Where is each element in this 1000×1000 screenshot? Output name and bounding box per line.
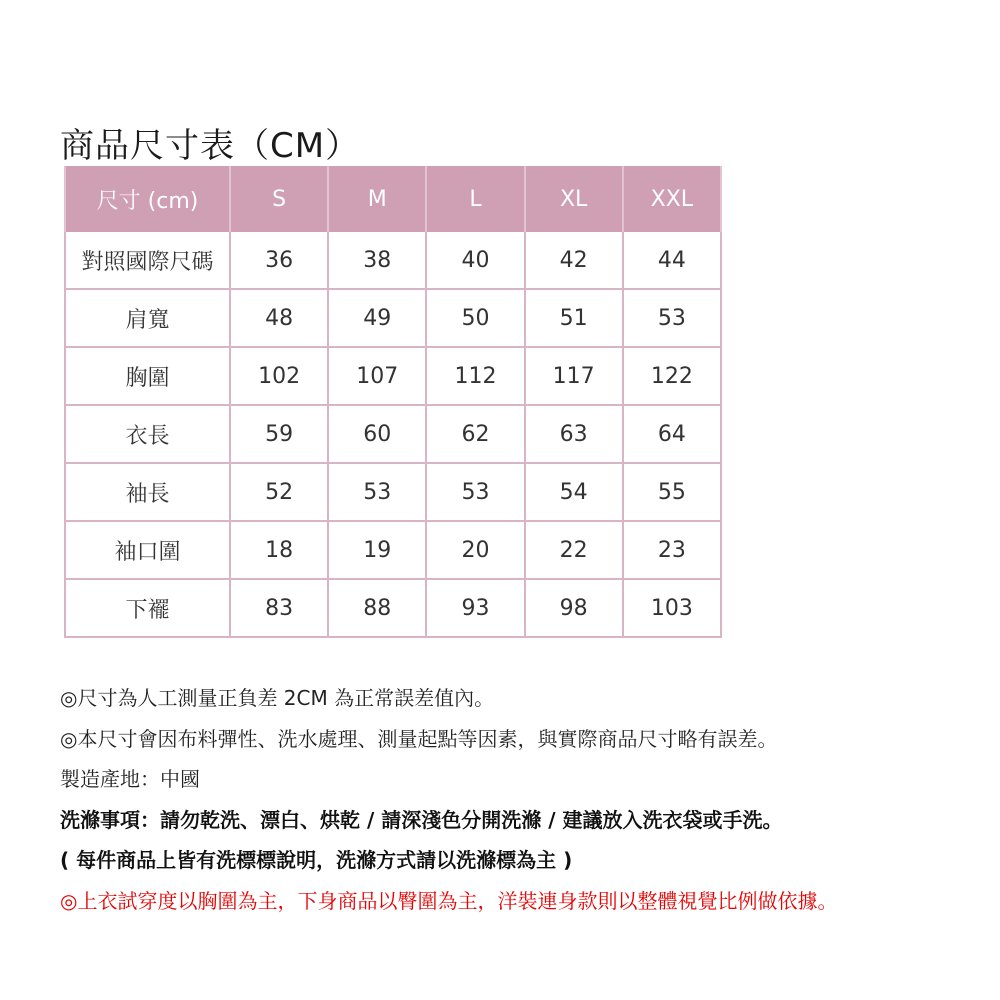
table-row bbox=[65, 521, 721, 579]
table-cell: 23 bbox=[623, 521, 721, 579]
table-cell: 59 bbox=[230, 405, 328, 463]
table-cell: 36 bbox=[230, 232, 328, 289]
table-cell: 53 bbox=[328, 463, 426, 521]
table-cell: 53 bbox=[623, 289, 721, 347]
table-cell: 62 bbox=[426, 405, 524, 463]
note-wash-label: ( 每件商品上皆有洗標標說明，洗滌方式請以洗滌標為主 ) bbox=[60, 848, 573, 872]
header-cell-xl: XL bbox=[525, 166, 623, 232]
table-cell: 52 bbox=[230, 463, 328, 521]
row-label: 衣長 bbox=[65, 405, 230, 463]
table-cell: 102 bbox=[230, 347, 328, 405]
table-header-row bbox=[65, 166, 721, 232]
table-row bbox=[65, 405, 721, 463]
header-cell-size-unit: 尺寸 (cm) bbox=[65, 166, 230, 232]
table-cell: 54 bbox=[525, 463, 623, 521]
table-cell: 40 bbox=[426, 232, 524, 289]
note-origin: 製造產地：中國 bbox=[60, 767, 200, 791]
table-cell: 63 bbox=[525, 405, 623, 463]
header-cell-xxl: XXL bbox=[623, 166, 721, 232]
table-cell: 103 bbox=[623, 579, 721, 637]
page-title: 商品尺寸表（CM） bbox=[60, 126, 361, 166]
table-row bbox=[65, 232, 721, 289]
table-cell: 49 bbox=[328, 289, 426, 347]
row-label: 下襬 bbox=[65, 579, 230, 637]
table-cell: 107 bbox=[328, 347, 426, 405]
table-cell: 42 bbox=[525, 232, 623, 289]
note-measurement-tolerance: ◎尺寸為人工測量正負差 2CM 為正常誤差值內。 bbox=[60, 686, 495, 710]
table-cell: 83 bbox=[230, 579, 328, 637]
row-label: 袖口圍 bbox=[65, 521, 230, 579]
note-fitting-guide: ◎上衣試穿度以胸圍為主，下身商品以臀圍為主，洋裝連身款則以整體視覺比例做依據。 bbox=[60, 888, 838, 913]
table-cell: 122 bbox=[623, 347, 721, 405]
note-size-variance: ◎本尺寸會因布料彈性、洗水處理、測量起點等因素，與實際商品尺寸略有誤差。 bbox=[60, 726, 778, 751]
table-cell: 64 bbox=[623, 405, 721, 463]
table-row bbox=[65, 347, 721, 405]
header-cell-s: S bbox=[230, 166, 328, 232]
table-cell: 22 bbox=[525, 521, 623, 579]
notes-section bbox=[60, 678, 980, 921]
table-row bbox=[65, 463, 721, 521]
note-washing-instructions: 洗滌事項：請勿乾洗、漂白、烘乾 / 請深淺色分開洗滌 / 建議放入洗衣袋或手洗。 bbox=[60, 807, 783, 832]
row-label: 肩寬 bbox=[65, 289, 230, 347]
table-cell: 44 bbox=[623, 232, 721, 289]
table-row bbox=[65, 289, 721, 347]
row-label: 袖長 bbox=[65, 463, 230, 521]
table-cell: 50 bbox=[426, 289, 524, 347]
table-cell: 48 bbox=[230, 289, 328, 347]
table-cell: 88 bbox=[328, 579, 426, 637]
table-cell: 98 bbox=[525, 579, 623, 637]
header-cell-m: M bbox=[328, 166, 426, 232]
size-table bbox=[64, 166, 722, 638]
table-cell: 60 bbox=[328, 405, 426, 463]
table-cell: 38 bbox=[328, 232, 426, 289]
table-cell: 117 bbox=[525, 347, 623, 405]
table-row bbox=[65, 579, 721, 637]
header-cell-l: L bbox=[426, 166, 524, 232]
table-cell: 112 bbox=[426, 347, 524, 405]
row-label: 對照國際尺碼 bbox=[65, 232, 230, 289]
table-cell: 55 bbox=[623, 463, 721, 521]
table-cell: 20 bbox=[426, 521, 524, 579]
table-cell: 18 bbox=[230, 521, 328, 579]
row-label: 胸圍 bbox=[65, 347, 230, 405]
table-cell: 93 bbox=[426, 579, 524, 637]
table-cell: 53 bbox=[426, 463, 524, 521]
table-cell: 51 bbox=[525, 289, 623, 347]
table-cell: 19 bbox=[328, 521, 426, 579]
